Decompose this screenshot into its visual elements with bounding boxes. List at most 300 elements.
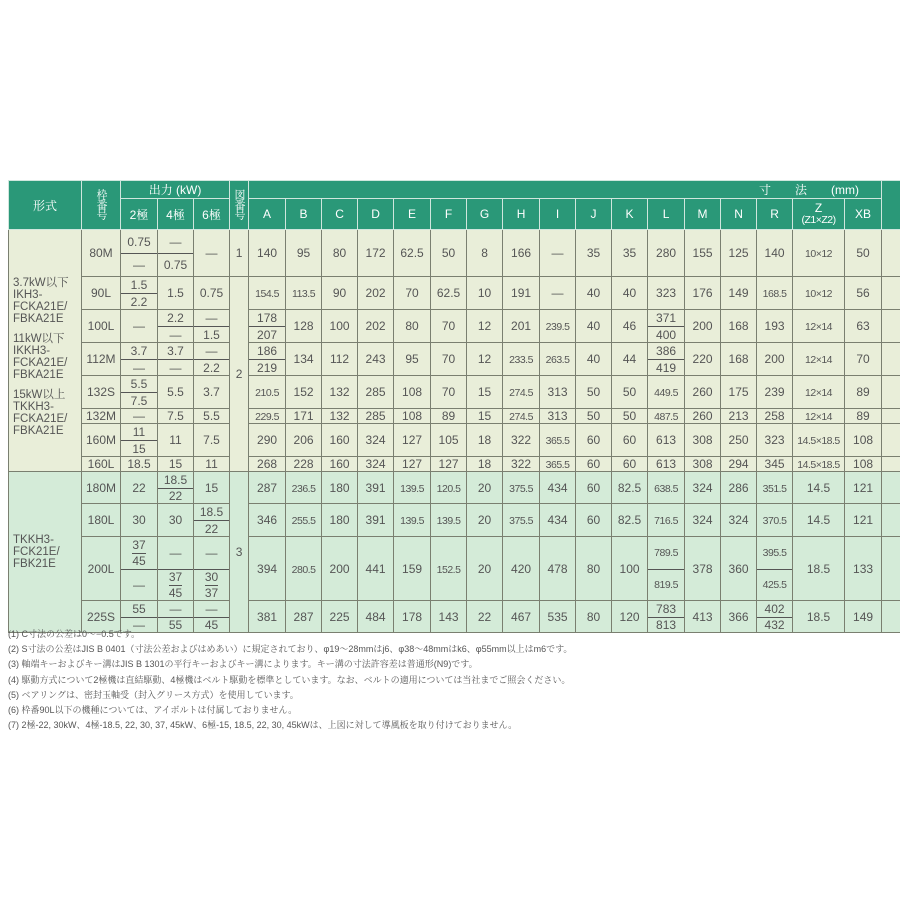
- dim-k-cell: [612, 376, 648, 409]
- dim-xb-cell: [845, 310, 882, 343]
- cell-value: 125: [728, 246, 749, 260]
- cell-value: 90L: [90, 286, 112, 300]
- cell-value: 139.5: [436, 515, 461, 527]
- header-z-sub: (Z1×Z2): [801, 214, 836, 226]
- extra-cell: [882, 409, 900, 424]
- cell-value: 168: [728, 352, 749, 366]
- cell-value: 18.5: [806, 609, 831, 624]
- dim-i-cell: [540, 472, 576, 504]
- dim-f-cell: [431, 310, 467, 343]
- cell-value: 127: [402, 457, 423, 471]
- cell-value: 219: [257, 360, 278, 375]
- cell-value: 60: [586, 457, 601, 471]
- cell-value: 40: [622, 286, 637, 300]
- dim-l-cell: [648, 537, 685, 601]
- extra-cell: [882, 277, 900, 310]
- dim-r-cell: [757, 601, 793, 633]
- header-frame-label: 枠番号: [95, 188, 107, 219]
- dim-j-cell: [576, 504, 612, 537]
- header-dim-k: [612, 199, 648, 230]
- output-4pole-cell: [158, 457, 194, 472]
- cell-value: 371: [656, 311, 677, 325]
- split-cell: [158, 230, 193, 276]
- dim-m-cell: [685, 601, 721, 633]
- output-4pole-cell: [158, 409, 194, 424]
- cell-value: 202: [365, 319, 386, 333]
- cell-value: 236.5: [291, 482, 316, 495]
- cell-value: 225: [329, 609, 350, 624]
- dim-e-cell: [394, 376, 431, 409]
- cell-value: 45: [204, 617, 219, 632]
- cell-value: 0.75: [127, 234, 151, 249]
- extra-cell: [882, 601, 900, 633]
- cell-value: 139.5: [400, 482, 424, 495]
- cell-value: 14.5: [806, 513, 831, 527]
- dim-n-cell: [721, 601, 757, 633]
- dim-e-cell: [394, 424, 431, 457]
- cell-value: 228: [293, 457, 314, 471]
- cell-value: 255.5: [291, 515, 316, 527]
- dim-n-cell: [721, 230, 757, 277]
- cell-value: 323: [656, 286, 677, 300]
- cell-value: 274.5: [509, 387, 533, 399]
- dim-l-cell: [648, 457, 685, 472]
- cell-value: 434: [547, 513, 568, 527]
- cell-value: 200L: [87, 561, 115, 576]
- dim-h-cell: [503, 537, 540, 601]
- dim-i-cell: [540, 409, 576, 424]
- split-cell: [249, 310, 285, 342]
- split-cell: [121, 537, 157, 600]
- cell-value: 168: [728, 319, 749, 333]
- dim-b-cell: [286, 376, 322, 409]
- model-line: [13, 381, 81, 389]
- cell-value: 1.5: [130, 278, 148, 292]
- cell-value: 50: [622, 385, 637, 399]
- dim-xb-cell: [845, 472, 882, 504]
- header-output: 出力 (kW): [121, 181, 230, 199]
- dim-xb-cell: [845, 376, 882, 409]
- dim-g-cell: [467, 343, 503, 376]
- split-cell: [194, 310, 229, 342]
- cell-value: 30: [168, 513, 183, 527]
- dim-i-cell: [540, 504, 576, 537]
- dim-z-cell: [793, 601, 845, 633]
- dim-k-cell: [612, 230, 648, 277]
- dim-l-cell: [648, 343, 685, 376]
- header-dim-label: D: [371, 207, 380, 221]
- table-row: [9, 376, 900, 409]
- dim-f-cell: [431, 537, 467, 601]
- cell-value: 287: [293, 609, 314, 624]
- cell-value: 243: [365, 352, 386, 366]
- dim-n-cell: [721, 537, 757, 601]
- cell-value: 143: [438, 609, 459, 624]
- header-dim-label: I: [555, 207, 560, 221]
- dim-d-cell: [358, 376, 394, 409]
- dim-j-cell: [576, 424, 612, 457]
- dim-e-cell: [394, 230, 431, 277]
- split-cell: [158, 472, 193, 503]
- dim-k-cell: [612, 424, 648, 457]
- cell-value: 100: [329, 319, 350, 333]
- header-dims-title: 寸 法 (mm): [249, 181, 882, 199]
- cell-value: 324: [728, 513, 749, 527]
- cell-value: 2.2: [203, 360, 220, 375]
- model-line: FBKA21E: [13, 424, 64, 437]
- cell-value: 168.5: [762, 288, 787, 300]
- dim-n-cell: [721, 277, 757, 310]
- cell-value: 11: [169, 433, 182, 447]
- output-4pole-cell: [158, 343, 194, 376]
- frame-cell: [82, 230, 121, 277]
- cell-value: 108: [853, 457, 874, 471]
- header-fig: [230, 181, 249, 230]
- split-cell: [757, 537, 792, 600]
- cell-value: 44: [622, 352, 637, 366]
- cell-value: 229.5: [255, 411, 279, 423]
- dim-a-cell: [249, 376, 286, 409]
- header-dim-label: R: [770, 207, 779, 221]
- dim-a-cell: [249, 277, 286, 310]
- cell-value: 95: [296, 246, 311, 260]
- dim-d-cell: [358, 424, 394, 457]
- dim-k-cell: [612, 310, 648, 343]
- cell-value: 18.5: [163, 472, 188, 487]
- dim-b-cell: [286, 409, 322, 424]
- dim-a-cell: [249, 472, 286, 504]
- dim-z-cell: [793, 343, 845, 376]
- cell-value: 2.2: [130, 294, 148, 309]
- dim-f-cell: [431, 230, 467, 277]
- output-6pole-cell: [194, 409, 230, 424]
- cell-value: 12×14: [805, 321, 833, 333]
- cell-value: 351.5: [762, 482, 787, 495]
- cell-value: 613: [656, 433, 677, 447]
- header-dim-e: [394, 199, 431, 230]
- cell-value: 206: [293, 433, 314, 447]
- frame-cell: [82, 277, 121, 310]
- cell-value: 70: [441, 352, 456, 366]
- dim-i-cell: [540, 457, 576, 472]
- dim-xb-cell: [845, 457, 882, 472]
- dim-d-cell: [358, 409, 394, 424]
- dim-i-cell: [540, 230, 576, 277]
- dim-r-cell: [757, 310, 793, 343]
- dim-l-cell: [648, 409, 685, 424]
- split-cell: [205, 569, 218, 601]
- dim-d-cell: [358, 277, 394, 310]
- output-2pole-cell: [121, 537, 158, 601]
- cell-value: 225S: [86, 609, 116, 624]
- dim-z-cell: [793, 376, 845, 409]
- cell-value: 175: [728, 385, 749, 399]
- cell-value: 108: [853, 433, 874, 447]
- cell-value: 287: [257, 480, 278, 495]
- dim-g-cell: [467, 230, 503, 277]
- cell-value: 233.5: [509, 354, 533, 366]
- dim-m-cell: [685, 504, 721, 537]
- cell-value: 14.5×18.5: [797, 435, 840, 447]
- cell-value: 40: [586, 319, 601, 333]
- cell-value: 313: [547, 409, 568, 423]
- fig-number: 1: [235, 246, 243, 260]
- dim-g-cell: [467, 310, 503, 343]
- cell-value: 12×14: [805, 387, 833, 399]
- frame-cell: [82, 537, 121, 601]
- cell-value: 10×12: [805, 288, 833, 300]
- output-2pole-cell: [121, 504, 158, 537]
- cell-value: 193: [764, 319, 785, 333]
- header-dim-a: [249, 199, 286, 230]
- extra-cell: [882, 343, 900, 376]
- dim-b-cell: [286, 310, 322, 343]
- cell-value: 40: [586, 286, 601, 300]
- dim-h-cell: [503, 343, 540, 376]
- dim-l-cell: [648, 504, 685, 537]
- dim-h-cell: [503, 457, 540, 472]
- table-row: [9, 277, 900, 310]
- header-dim-d: [358, 199, 394, 230]
- header-dim-label: J: [590, 207, 597, 221]
- header-dim-label: H: [516, 207, 526, 221]
- dim-l-cell: [648, 472, 685, 504]
- table-row: [9, 343, 900, 376]
- split-cell: [158, 343, 193, 375]
- dim-r-cell: [757, 376, 793, 409]
- cell-value: 100: [619, 561, 640, 576]
- output-4pole-cell: [158, 424, 194, 457]
- cell-value: —: [133, 258, 145, 272]
- extra-cell: [882, 457, 900, 472]
- fig-number: 3: [235, 545, 243, 559]
- dim-r-cell: [757, 343, 793, 376]
- model-line: FCKA21E/: [13, 356, 68, 369]
- model-line: [13, 325, 81, 333]
- cell-value: 80M: [89, 246, 113, 260]
- header-model: 形式: [9, 181, 82, 230]
- cell-value: 467: [511, 609, 532, 624]
- dim-k-cell: [612, 409, 648, 424]
- dim-f-cell: [431, 472, 467, 504]
- dim-c-cell: [322, 424, 358, 457]
- cell-value: 274.5: [509, 411, 533, 423]
- frame-cell: [82, 310, 121, 343]
- cell-value: 1.5: [203, 327, 220, 342]
- extra-cell: [882, 376, 900, 409]
- frame-cell: [82, 472, 121, 504]
- cell-value: 132M: [85, 409, 117, 423]
- split-cell: [121, 376, 157, 408]
- output-6pole-cell: [194, 343, 230, 376]
- dim-a-cell: [249, 310, 286, 343]
- cell-value: —: [169, 234, 182, 249]
- header-dim-g: [467, 199, 503, 230]
- cell-value: 324: [365, 433, 386, 447]
- dim-f-cell: [431, 409, 467, 424]
- output-2pole-cell: [121, 472, 158, 504]
- cell-value: 100L: [87, 319, 115, 333]
- output-6pole-cell: [194, 277, 230, 310]
- cell-value: 813: [656, 617, 677, 632]
- cell-value: 420: [511, 561, 532, 576]
- cell-value: 12×14: [805, 411, 833, 423]
- split-cell: [121, 343, 157, 375]
- dim-xb-cell: [845, 504, 882, 537]
- cell-value: 268: [257, 457, 278, 471]
- cell-value: 395.5: [762, 546, 787, 559]
- header-dim-label: XB: [855, 207, 872, 221]
- cell-value: 478: [547, 561, 568, 576]
- header-dim-label: E: [408, 207, 417, 221]
- cell-value: 11: [132, 425, 146, 439]
- cell-value: 10: [477, 286, 492, 300]
- dim-xb-cell: [845, 230, 882, 277]
- cell-value: —: [133, 617, 145, 632]
- split-cell: [158, 310, 193, 342]
- cell-value: 15: [477, 385, 492, 399]
- cell-value: 239: [764, 385, 785, 399]
- output-6pole-cell: [194, 376, 230, 409]
- cell-value: 322: [511, 457, 532, 471]
- dim-n-cell: [721, 409, 757, 424]
- note-item: (4) 駆動方式について2極機は直結駆動、4極機はベルト駆動を標準としています。なお、ベルトの適用については当社までご照会ください。: [8, 674, 571, 685]
- cell-value: 5.5: [130, 377, 148, 391]
- header-dim-label: Z: [814, 201, 823, 215]
- header-pole-6: 6極: [194, 199, 230, 230]
- dim-c-cell: [322, 504, 358, 537]
- output-4pole-cell: [158, 472, 194, 504]
- cell-value: 12×14: [805, 354, 833, 366]
- split-cell: [648, 601, 684, 632]
- cell-value: 285: [365, 385, 386, 399]
- cell-value: 324: [692, 480, 713, 495]
- cell-value: —: [205, 601, 218, 616]
- cell-value: 14.5×18.5: [797, 459, 840, 471]
- output-4pole-cell: [158, 230, 194, 277]
- cell-value: 45: [168, 586, 183, 601]
- dim-i-cell: [540, 343, 576, 376]
- cell-value: 2.2: [167, 311, 184, 325]
- dim-n-cell: [721, 457, 757, 472]
- cell-value: 127: [402, 433, 423, 447]
- dim-a-cell: [249, 424, 286, 457]
- model-line: FCK21E/: [13, 546, 60, 558]
- cell-value: 15: [204, 480, 219, 495]
- cell-value: 160: [329, 433, 350, 447]
- cell-value: 180: [329, 480, 350, 495]
- cell-value: 37: [204, 586, 219, 601]
- cell-value: 260: [692, 409, 713, 423]
- fig-number: 2: [235, 367, 243, 381]
- output-2pole-cell: [121, 376, 158, 409]
- dim-k-cell: [612, 472, 648, 504]
- dim-e-cell: [394, 457, 431, 472]
- output-6pole-cell: [194, 472, 230, 504]
- cell-value: 89: [856, 409, 870, 423]
- cell-value: 7.5: [203, 433, 220, 447]
- cell-value: 18: [477, 457, 492, 471]
- cell-value: 140: [764, 246, 785, 260]
- dim-e-cell: [394, 472, 431, 504]
- header-dim-label: G: [479, 207, 490, 221]
- note-item: (6) 枠番90L以下の機種については、アイボルトは付属しておりません。: [8, 705, 298, 716]
- split-cell: [757, 601, 792, 632]
- dim-e-cell: [394, 277, 431, 310]
- dim-xb-cell: [845, 409, 882, 424]
- cell-value: 239.5: [545, 321, 570, 333]
- output-4pole-cell: [158, 537, 194, 601]
- cell-value: 432: [764, 617, 785, 632]
- dim-xb-cell: [845, 277, 882, 310]
- cell-value: 286: [728, 480, 749, 495]
- cell-value: 60: [622, 433, 637, 447]
- extra-cell: [882, 230, 900, 277]
- cell-value: 285: [365, 409, 386, 423]
- dim-m-cell: [685, 376, 721, 409]
- cell-value: 82.5: [617, 480, 642, 495]
- dim-f-cell: [431, 457, 467, 472]
- cell-value: 113.5: [292, 288, 316, 300]
- dim-g-cell: [467, 457, 503, 472]
- output-6pole-cell: [194, 504, 230, 537]
- cell-value: 105: [438, 433, 459, 447]
- cell-value: 18.5: [806, 561, 831, 576]
- cell-value: 127: [438, 457, 459, 471]
- cell-value: 22: [477, 609, 492, 624]
- dim-l-cell: [648, 310, 685, 343]
- cell-value: 381: [257, 609, 278, 624]
- dim-m-cell: [685, 409, 721, 424]
- cell-value: 134: [293, 352, 314, 366]
- header-dim-l: [648, 199, 685, 230]
- cell-value: 80: [586, 561, 601, 576]
- cell-value: 95: [405, 352, 419, 366]
- cell-value: 201: [511, 319, 532, 333]
- dim-j-cell: [576, 230, 612, 277]
- cell-value: 0.75: [199, 286, 224, 300]
- dim-m-cell: [685, 457, 721, 472]
- dim-b-cell: [286, 277, 322, 310]
- cell-value: 180L: [87, 513, 115, 527]
- dim-k-cell: [612, 277, 648, 310]
- cell-value: 413: [692, 609, 713, 624]
- dim-e-cell: [394, 343, 431, 376]
- cell-value: 22: [168, 488, 183, 503]
- cell-value: 375.5: [509, 515, 533, 527]
- cell-value: 45: [132, 554, 146, 569]
- dim-d-cell: [358, 472, 394, 504]
- dim-c-cell: [322, 472, 358, 504]
- dim-m-cell: [685, 343, 721, 376]
- dim-b-cell: [286, 230, 322, 277]
- cell-value: 139.5: [400, 515, 424, 527]
- cell-value: 8: [481, 246, 488, 260]
- output-6pole-cell: [194, 424, 230, 457]
- cell-value: 50: [622, 409, 637, 423]
- output-2pole-cell: [121, 277, 158, 310]
- cell-value: 280.5: [291, 563, 316, 576]
- cell-value: 5.5: [203, 409, 220, 423]
- output-4pole-cell: [158, 277, 194, 310]
- frame-cell: [82, 424, 121, 457]
- cell-value: 11: [205, 457, 218, 471]
- output-4pole-cell: [158, 310, 194, 343]
- header-pole-4: 4極: [158, 199, 194, 230]
- cell-value: —: [205, 246, 218, 260]
- dim-r-cell: [757, 457, 793, 472]
- header-dim-label: N: [734, 207, 743, 221]
